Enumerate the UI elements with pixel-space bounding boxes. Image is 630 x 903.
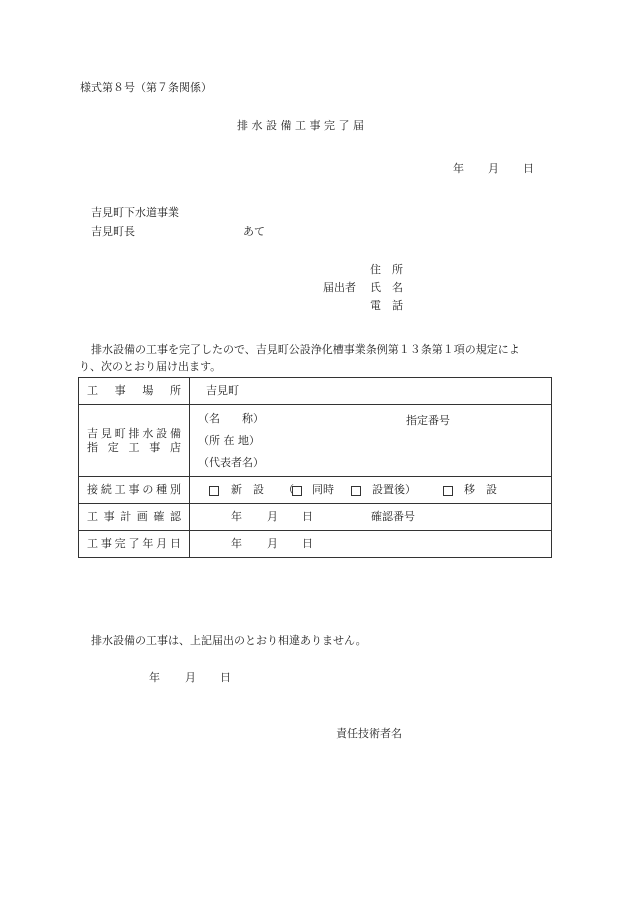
completion-month-label: 月	[267, 537, 278, 550]
table-row-completion	[79, 531, 552, 558]
contractor-label-line1: 吉 見 町 排 水 設 備	[87, 426, 181, 440]
addressee-line1: 吉見町下水道事業	[91, 206, 179, 219]
addressee-line2: 吉見町長	[91, 225, 135, 238]
site-label: 工 事 場 所	[87, 384, 181, 397]
table-row-plan	[79, 504, 552, 531]
applicant-phone-label: 電 話	[370, 299, 403, 312]
contractor-address-label: （所 在 地）	[198, 433, 260, 447]
date-month-label: 月	[488, 162, 499, 175]
checkbox-after-install[interactable]	[351, 486, 361, 496]
completion-label: 工 事 完 了 年 月 日	[87, 537, 181, 550]
completion-table	[78, 377, 552, 558]
plan-year-label: 年	[231, 510, 242, 523]
table-row-connection	[79, 477, 552, 504]
connection-simul-label: 同時	[312, 483, 334, 496]
connection-simul-open: （	[283, 483, 294, 496]
table-row-contractor	[79, 405, 552, 477]
table-row-site	[79, 378, 552, 405]
connection-move-label: 移 設	[464, 483, 497, 496]
certify-text: 排水設備の工事は、上記届出のとおり相違ありません。	[91, 634, 367, 647]
completion-year-label: 年	[231, 537, 242, 550]
applicant-name-label: 氏 名	[370, 281, 403, 294]
confirm-number-label: 確認番号	[371, 510, 415, 523]
bottom-date-day: 日	[220, 671, 231, 684]
statement-line1: 排水設備の工事を完了したので、吉見町公設浄化槽事業条例第１３条第１項の規定によ	[91, 343, 520, 356]
bottom-date-month: 月	[185, 671, 196, 684]
document-title: 排 水 設 備 工 事 完 了 届	[237, 119, 364, 132]
completion-day-label: 日	[302, 537, 313, 550]
connection-label: 接 続 工 事 の 種 別	[87, 483, 181, 496]
contractor-rep-label: （代表者名）	[198, 455, 264, 469]
applicant-label: 届出者	[323, 281, 356, 294]
bottom-date-year: 年	[149, 671, 160, 684]
addressee-suffix: あて	[243, 225, 265, 238]
form-number: 様式第８号（第７条関係）	[80, 81, 212, 94]
connection-new-label: 新 設	[231, 483, 264, 496]
contractor-label-line2: 指 定 工 事 店	[87, 440, 181, 454]
checkbox-simultaneous[interactable]	[292, 486, 302, 496]
connection-after-label: 設置後）	[372, 483, 416, 496]
contractor-name-label: （名 称）	[198, 411, 264, 425]
site-value: 吉見町	[206, 384, 239, 397]
checkbox-new[interactable]	[209, 486, 219, 496]
date-year-label: 年	[453, 162, 464, 175]
designation-number-label: 指定番号	[406, 414, 450, 427]
date-day-label: 日	[523, 162, 534, 175]
applicant-address-label: 住 所	[370, 263, 403, 276]
engineer-label: 責任技術者名	[336, 727, 402, 740]
statement-line2: り、次のとおり届け出ます。	[79, 360, 222, 373]
plan-day-label: 日	[302, 510, 313, 523]
plan-label: 工 事 計 画 確 認	[87, 510, 181, 523]
checkbox-relocate[interactable]	[443, 486, 453, 496]
plan-month-label: 月	[267, 510, 278, 523]
